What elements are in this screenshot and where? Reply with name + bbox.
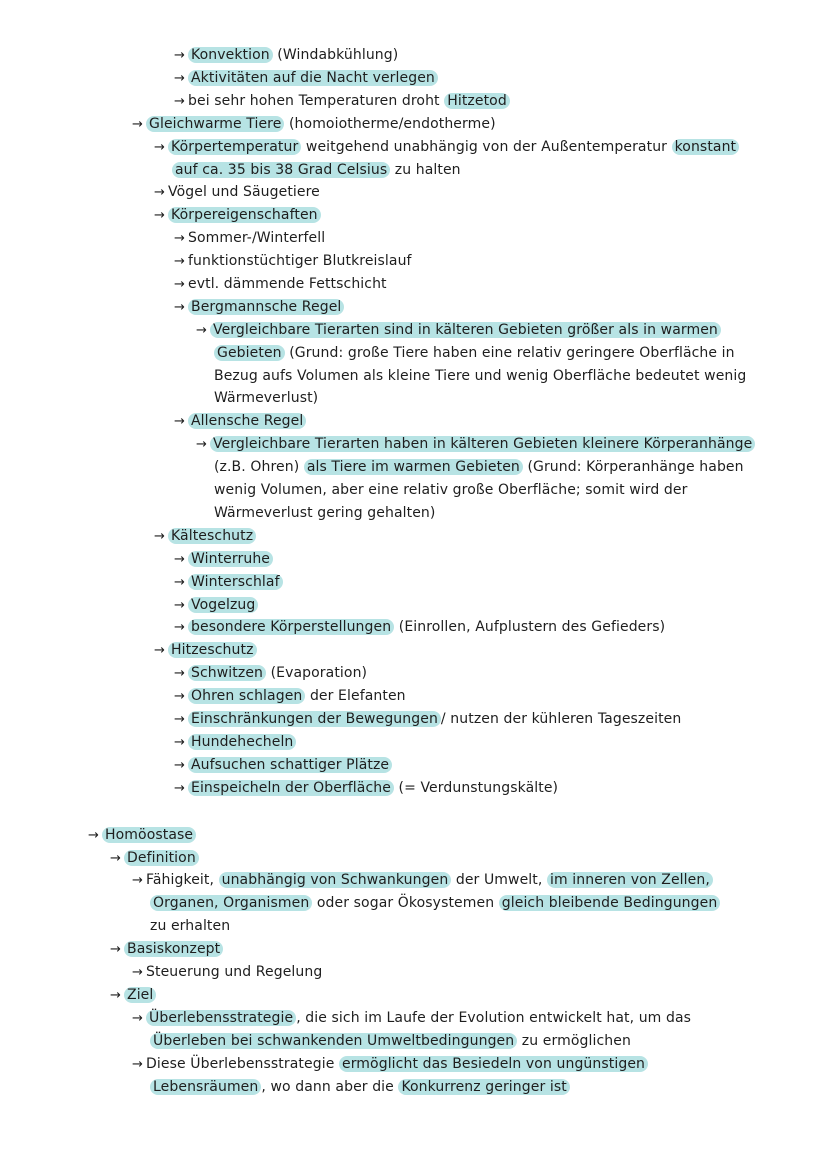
- arrow-icon: →: [174, 552, 185, 567]
- highlighted-text: Gebieten: [214, 345, 285, 361]
- note-line: [132, 1053, 648, 1076]
- note-line: [196, 319, 721, 342]
- note-line: [174, 90, 510, 113]
- highlighted-text: Homöostase: [102, 827, 196, 843]
- highlighted-text: Überleben bei schwankenden Umweltbedingungen: [150, 1033, 517, 1049]
- note-text: evtl. dämmende Fettschicht: [188, 276, 387, 292]
- highlighted-text: unabhängig von Schwankungen: [219, 872, 452, 888]
- highlighted-text: Hitzeschutz: [168, 642, 257, 658]
- highlighted-text: Körpertemperatur: [168, 139, 301, 155]
- arrow-icon: →: [174, 48, 185, 63]
- note-line: [174, 296, 344, 319]
- highlighted-text: Aufsuchen schattiger Plätze: [188, 757, 392, 773]
- note-text: weitgehend unabhängig von der Außentemperatur: [301, 139, 672, 155]
- arrow-icon: →: [174, 735, 185, 750]
- arrow-icon: →: [132, 873, 143, 888]
- highlighted-text: Lebensräumen: [150, 1079, 261, 1095]
- highlighted-text: besondere Körperstellungen: [188, 619, 394, 635]
- arrow-icon: →: [132, 965, 143, 980]
- arrow-icon: →: [174, 231, 185, 246]
- note-line: [154, 204, 321, 227]
- note-line: [214, 479, 687, 501]
- highlighted-text: Ohren schlagen: [188, 688, 305, 704]
- highlighted-text: Körpereigenschaften: [168, 207, 321, 223]
- highlighted-text: Einspeicheln der Oberfläche: [188, 780, 394, 796]
- note-line: [150, 1076, 570, 1098]
- note-line: [132, 1007, 691, 1030]
- arrow-icon: →: [174, 712, 185, 727]
- highlighted-text: im inneren von Zellen,: [547, 872, 713, 888]
- note-line: [214, 365, 746, 387]
- note-line: [154, 525, 256, 548]
- note-text: Bezug aufs Volumen als kleine Tiere und wenig Oberfläche bedeutet wenig: [214, 368, 747, 384]
- note-text: (= Verdunstungskälte): [393, 780, 559, 796]
- highlighted-text: Ziel: [124, 987, 156, 1003]
- highlighted-text: Konkurrenz geringer ist: [398, 1079, 569, 1095]
- note-line: [174, 273, 387, 296]
- note-line: [132, 869, 713, 892]
- note-line: [110, 984, 156, 1007]
- note-line: [154, 181, 320, 204]
- arrow-icon: →: [154, 529, 165, 544]
- note-line: [88, 824, 196, 847]
- note-line: [132, 113, 496, 136]
- highlighted-text: Einschränkungen der Bewegungen: [188, 711, 441, 727]
- highlighted-text: Kälteschutz: [168, 528, 256, 544]
- arrow-icon: →: [196, 437, 207, 452]
- highlighted-text: Winterruhe: [188, 551, 273, 567]
- note-text: wenig Volumen, aber eine relativ große Oberfläche; somit wird der: [214, 482, 688, 498]
- arrow-icon: →: [154, 643, 165, 658]
- arrow-icon: →: [110, 851, 121, 866]
- note-line: [174, 685, 406, 708]
- highlighted-text: Schwitzen: [188, 665, 266, 681]
- highlighted-text: Winterschlaf: [188, 574, 283, 590]
- arrow-icon: →: [110, 988, 121, 1003]
- arrow-icon: →: [174, 620, 185, 635]
- highlighted-text: Allensche Regel: [188, 413, 306, 429]
- note-text: zu halten: [390, 162, 461, 178]
- arrow-icon: →: [110, 942, 121, 957]
- note-line: [196, 433, 755, 456]
- note-text: (Grund: große Tiere haben eine relativ geringere Oberfläche in: [284, 345, 735, 361]
- highlighted-text: Definition: [124, 850, 199, 866]
- highlighted-text: konstant: [672, 139, 740, 155]
- note-text: Wärmeverlust): [214, 390, 319, 406]
- highlighted-text: Aktivitäten auf die Nacht verlegen: [188, 70, 438, 86]
- note-line: [154, 136, 739, 159]
- note-line: [174, 662, 367, 685]
- highlighted-text: gleich bleibende Bedingungen: [499, 895, 721, 911]
- note-line: [174, 571, 283, 594]
- note-line: [172, 159, 461, 181]
- highlighted-text: Gleichwarme Tiere: [146, 116, 284, 132]
- note-text: (homoiotherme/endotherme): [284, 116, 496, 132]
- arrow-icon: →: [174, 575, 185, 590]
- note-text: Steuerung und Regelung: [146, 964, 323, 980]
- note-line: [174, 250, 412, 273]
- note-line: [132, 961, 322, 984]
- note-text: (z.B. Ohren): [214, 459, 304, 475]
- note-line: [174, 410, 306, 433]
- arrow-icon: →: [174, 300, 185, 315]
- note-text: (Windabkühlung): [272, 47, 399, 63]
- note-text: Wärmeverlust gering gehalten): [214, 505, 436, 521]
- highlighted-text: Vergleichbare Tierarten haben in kälteren Gebieten kleinere Körperanhänge: [210, 436, 755, 452]
- arrow-icon: →: [132, 117, 143, 132]
- arrow-icon: →: [174, 758, 185, 773]
- arrow-icon: →: [88, 828, 99, 843]
- note-text: bei sehr hohen Temperaturen droht: [188, 93, 445, 109]
- arrow-icon: →: [174, 781, 185, 796]
- highlighted-text: ermöglicht das Besiedeln von ungünstigen: [339, 1056, 648, 1072]
- arrow-icon: →: [154, 140, 165, 155]
- highlighted-text: Bergmannsche Regel: [188, 299, 344, 315]
- highlighted-text: auf ca. 35 bis 38 Grad Celsius: [172, 162, 390, 178]
- note-line: [174, 777, 558, 800]
- arrow-icon: →: [174, 666, 185, 681]
- note-text: (Grund: Körperanhänge haben: [522, 459, 744, 475]
- highlighted-text: Vergleichbare Tierarten sind in kälteren Gebieten größer als in warmen: [210, 322, 721, 338]
- highlighted-text: Hundehecheln: [188, 734, 296, 750]
- note-line: [110, 938, 223, 961]
- arrow-icon: →: [196, 323, 207, 338]
- note-line: [214, 342, 735, 364]
- note-text: oder sogar Ökosystemen: [312, 895, 499, 911]
- arrow-icon: →: [174, 254, 185, 269]
- note-line: [110, 847, 199, 870]
- arrow-icon: →: [174, 689, 185, 704]
- highlighted-text: Organen, Organismen: [150, 895, 312, 911]
- note-line: [174, 594, 258, 617]
- note-line: [214, 502, 435, 524]
- highlighted-text: Überlebensstrategie: [146, 1010, 296, 1026]
- note-line: [174, 548, 273, 571]
- note-line: [174, 708, 681, 731]
- note-line: [174, 44, 398, 67]
- note-line: [214, 456, 744, 478]
- note-line: [150, 1030, 631, 1052]
- highlighted-text: Basiskonzept: [124, 941, 223, 957]
- note-line: [174, 227, 325, 250]
- note-text: , die sich im Laufe der Evolution entwickelt hat, um das: [296, 1010, 692, 1026]
- note-line: [174, 754, 392, 777]
- note-line: [154, 639, 257, 662]
- note-text: der Umwelt,: [451, 872, 547, 888]
- highlighted-text: als Tiere im warmen Gebieten: [304, 459, 523, 475]
- note-text: Vögel und Säugetiere: [168, 184, 320, 200]
- note-text: Diese Überlebensstrategie: [146, 1056, 339, 1072]
- note-line: [214, 387, 318, 409]
- note-text: (Evaporation): [266, 665, 368, 681]
- arrow-icon: →: [174, 94, 185, 109]
- note-text: , wo dann aber die: [261, 1079, 399, 1095]
- note-line: [174, 616, 665, 639]
- arrow-icon: →: [154, 208, 165, 223]
- note-text: der Elefanten: [305, 688, 406, 704]
- note-line: [150, 892, 720, 914]
- arrow-icon: →: [154, 185, 165, 200]
- arrow-icon: →: [174, 414, 185, 429]
- arrow-icon: →: [132, 1011, 143, 1026]
- note-text: Sommer-/Winterfell: [188, 230, 326, 246]
- note-text: / nutzen der kühleren Tageszeiten: [440, 711, 682, 727]
- highlighted-text: Vogelzug: [188, 597, 258, 613]
- arrow-icon: →: [174, 598, 185, 613]
- note-text: zu erhalten: [150, 918, 231, 934]
- note-line: [150, 915, 230, 937]
- note-text: zu ermöglichen: [517, 1033, 631, 1049]
- arrow-icon: →: [132, 1057, 143, 1072]
- arrow-icon: →: [174, 277, 185, 292]
- note-text: funktionstüchtiger Blutkreislauf: [188, 253, 412, 269]
- note-line: [174, 731, 296, 754]
- note-line: [174, 67, 438, 90]
- highlighted-text: Hitzetod: [444, 93, 510, 109]
- highlighted-text: Konvektion: [188, 47, 273, 63]
- note-text: Fähigkeit,: [146, 872, 219, 888]
- arrow-icon: →: [174, 71, 185, 86]
- note-text: (Einrollen, Aufplustern des Gefieders): [394, 619, 666, 635]
